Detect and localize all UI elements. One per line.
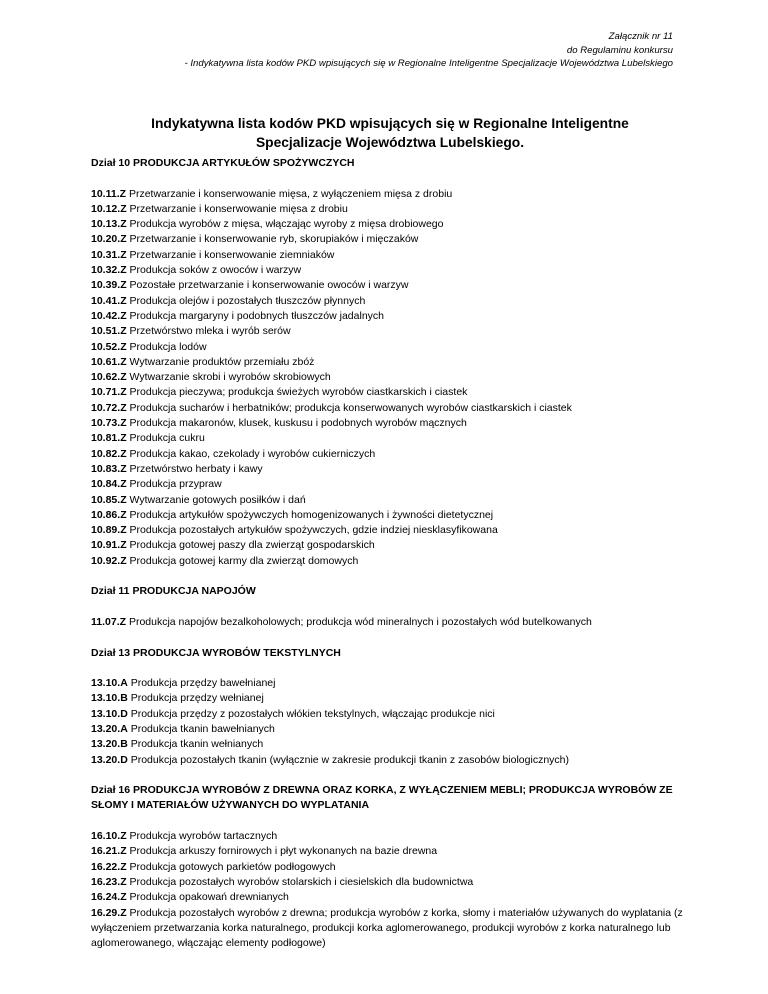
section-title xyxy=(91,646,691,661)
document-title-line2: Specjalizacje Województwa Lubelskiego. xyxy=(255,135,525,150)
pkd-description: Wytwarzanie skrobi i wyrobów skrobiowych xyxy=(129,371,331,384)
pkd-code-item xyxy=(91,890,691,905)
pkd-code-list xyxy=(91,187,691,569)
pkd-code-item xyxy=(91,707,691,722)
pkd-code-item xyxy=(91,829,691,844)
pkd-description: Produkcja pozostałych artykułów spożywczych, gdzie indziej niesklasyfikowana xyxy=(129,524,498,537)
pkd-code: 10.39.Z xyxy=(91,279,127,292)
pkd-code: 10.31.Z xyxy=(91,248,127,261)
pkd-description: Produkcja olejów i pozostałych tłuszczów płynnych xyxy=(129,294,366,307)
attachment-note xyxy=(185,30,673,71)
document-content xyxy=(91,156,691,951)
section-title xyxy=(91,156,691,171)
pkd-description: Wytwarzanie gotowych posiłków i dań xyxy=(129,493,306,506)
pkd-description: Przetwarzanie i konserwowanie ryb, skorupiaków i mięczaków xyxy=(129,233,419,246)
pkd-description: Przetwarzanie i konserwowanie mięsa, z wyłączeniem mięsa z drobiu xyxy=(128,187,453,200)
pkd-code-item xyxy=(91,217,691,232)
pkd-code-item xyxy=(91,554,691,569)
pkd-code-item xyxy=(91,278,691,293)
pkd-code: 10.82.Z xyxy=(91,447,127,460)
pkd-code-item xyxy=(91,753,691,768)
pkd-code: 10.61.Z xyxy=(91,355,127,368)
pkd-code: 10.89.Z xyxy=(91,524,127,537)
pkd-description: Produkcja lodów xyxy=(129,340,207,353)
pkd-code-item xyxy=(91,324,691,339)
pkd-code: 10.51.Z xyxy=(91,325,127,338)
pkd-code: 10.86.Z xyxy=(91,508,127,521)
pkd-description: Produkcja pozostałych tkanin (wyłącznie w zakresie produkcji tkanin z zasobów biologicznych) xyxy=(130,753,569,766)
attachment-note-line1: Załącznik nr 11 xyxy=(608,31,673,42)
pkd-description: Produkcja artykułów spożywczych homogenizowanych i żywności dietetycznej xyxy=(129,508,494,521)
section-prefix: Dział 11 xyxy=(91,585,130,598)
pkd-code-item xyxy=(91,355,691,370)
pkd-code: 10.13.Z xyxy=(91,218,127,231)
pkd-description: Produkcja tkanin bawełnianych xyxy=(130,722,275,735)
pkd-code: 10.91.Z xyxy=(91,539,127,552)
pkd-description: Przetwarzanie i konserwowanie ziemniaków xyxy=(129,248,335,261)
pkd-description: Produkcja wyrobów z mięsa, włączając wyroby z mięsa drobiowego xyxy=(129,218,444,231)
pkd-code-item xyxy=(91,416,691,431)
pkd-code-item xyxy=(91,844,691,859)
pkd-code: 16.29.Z xyxy=(91,906,127,919)
pkd-code: 10.73.Z xyxy=(91,417,127,430)
pkd-code: 11.07.Z xyxy=(91,615,127,628)
pkd-description: Produkcja cukru xyxy=(129,432,205,445)
pkd-description: Przetwarzanie i konserwowanie mięsa z drobiu xyxy=(129,202,348,215)
pkd-description: Pozostałe przetwarzanie i konserwowanie owoców i warzyw xyxy=(129,279,409,292)
pkd-code-item xyxy=(91,508,691,523)
pkd-code: 16.10.Z xyxy=(91,830,127,843)
pkd-code-item xyxy=(91,860,691,875)
pkd-description: Produkcja napojów bezalkoholowych; produkcja wód mineralnych i pozostałych wód butelkowanych xyxy=(128,615,592,628)
pkd-code-item xyxy=(91,615,691,630)
pkd-description: Produkcja gotowej karmy dla zwierząt domowych xyxy=(129,554,359,567)
pkd-description: Produkcja przędzy z pozostałych włókien tekstylnych, włączając produkcje nici xyxy=(130,707,495,720)
pkd-description: Produkcja soków z owoców i warzyw xyxy=(129,264,302,277)
pkd-code-item xyxy=(91,202,691,217)
section-name: PRODUKCJA WYROBÓW Z DREWNA ORAZ KORKA, Z WYŁĄCZENIEM MEBLI; PRODUKCJA WYROBÓW ZE SŁOMY I MATERIAŁÓW UŻYWANYCH DO WYPLATANIA xyxy=(91,784,673,812)
pkd-description: Przetwórstwo mleka i wyrób serów xyxy=(129,325,291,338)
pkd-code: 13.20.D xyxy=(91,753,128,766)
pkd-code: 10.12.Z xyxy=(91,202,127,215)
pkd-code: 10.72.Z xyxy=(91,401,127,414)
pkd-code-item xyxy=(91,875,691,890)
pkd-code-item xyxy=(91,737,691,752)
pkd-code-item xyxy=(91,691,691,706)
pkd-code-item xyxy=(91,722,691,737)
pkd-code-item xyxy=(91,462,691,477)
pkd-code-item xyxy=(91,232,691,247)
pkd-code-item xyxy=(91,447,691,462)
pkd-code: 10.52.Z xyxy=(91,340,127,353)
pkd-description: Produkcja pozostałych wyrobów z drewna; produkcja wyrobów z korka, słomy i materiałów używanych do wyplatania (z wyłączeniem przetwarzania korka naturalnego, produkcji korka aglomerowanego, produkcji wyrobów z korka naturalnego lub aglomerowanego, włączając elementy podłogowe) xyxy=(91,906,683,950)
pkd-code-list xyxy=(91,829,691,951)
pkd-section xyxy=(91,156,691,569)
pkd-description: Produkcja wyrobów tartacznych xyxy=(129,830,278,843)
pkd-code-item xyxy=(91,676,691,691)
pkd-code-item xyxy=(91,263,691,278)
pkd-code: 10.83.Z xyxy=(91,462,127,475)
pkd-description: Produkcja przędzy wełnianej xyxy=(130,692,264,705)
pkd-description: Produkcja pieczywa; produkcja świeżych wyrobów ciastkarskich i ciastek xyxy=(129,386,468,399)
pkd-code-item xyxy=(91,385,691,400)
pkd-code: 10.11.Z xyxy=(91,187,127,200)
pkd-code-item xyxy=(91,538,691,553)
pkd-code: 10.81.Z xyxy=(91,432,127,445)
pkd-code-item xyxy=(91,523,691,538)
attachment-note-line2: do Regulaminu konkursu xyxy=(566,44,673,56)
pkd-code: 10.62.Z xyxy=(91,371,127,384)
pkd-code-item xyxy=(91,294,691,309)
pkd-code: 10.20.Z xyxy=(91,233,127,246)
pkd-code-item xyxy=(91,431,691,446)
pkd-code: 16.23.Z xyxy=(91,875,127,888)
pkd-description: Przetwórstwo herbaty i kawy xyxy=(129,462,263,475)
pkd-description: Produkcja sucharów i herbatników; produkcja konserwowanych wyrobów ciastkarskich i ciastek xyxy=(129,401,572,414)
pkd-code-item xyxy=(91,340,691,355)
pkd-description: Produkcja margaryny i podobnych tłuszczów jadalnych xyxy=(129,309,384,322)
pkd-code: 10.85.Z xyxy=(91,493,127,506)
pkd-code-item xyxy=(91,187,691,202)
section-prefix: Dział 10 xyxy=(91,157,131,169)
pkd-code-item xyxy=(91,309,691,324)
pkd-code: 10.92.Z xyxy=(91,554,127,567)
pkd-code: 10.41.Z xyxy=(91,294,127,307)
document-title-line1: Indykatywna lista kodów PKD wpisujących się w Regionalne Inteligentne xyxy=(151,116,629,131)
pkd-code-list xyxy=(91,676,691,768)
section-prefix: Dział 16 xyxy=(91,784,131,797)
pkd-description: Wytwarzanie produktów przemiału zbóż xyxy=(129,355,315,368)
section-name: PRODUKCJA NAPOJÓW xyxy=(132,585,256,598)
pkd-section xyxy=(91,783,691,951)
pkd-code: 13.20.A xyxy=(91,722,128,735)
pkd-code: 13.10.B xyxy=(91,692,128,705)
pkd-description: Produkcja gotowych parkietów podłogowych xyxy=(129,860,336,873)
pkd-description: Produkcja tkanin wełnianych xyxy=(130,738,264,751)
pkd-code: 10.32.Z xyxy=(91,264,127,277)
pkd-code: 13.10.A xyxy=(91,677,128,690)
pkd-code: 10.71.Z xyxy=(91,386,127,399)
document-title xyxy=(100,114,680,152)
pkd-code-item xyxy=(91,370,691,385)
pkd-section xyxy=(91,584,691,630)
pkd-description: Produkcja opakowań drewnianych xyxy=(129,891,289,904)
pkd-code: 10.42.Z xyxy=(91,309,127,322)
pkd-section xyxy=(91,646,691,768)
pkd-description: Produkcja przypraw xyxy=(129,478,222,491)
pkd-code: 13.10.D xyxy=(91,707,128,720)
attachment-note-line3: - Indykatywna lista kodów PKD wpisujących się w Regionalne Inteligentne Specjalizacje Województwa Lubelskiego xyxy=(184,58,673,70)
pkd-code: 13.20.B xyxy=(91,738,128,751)
pkd-description: Produkcja makaronów, klusek, kuskusu i podobnych wyrobów mącznych xyxy=(129,417,467,430)
section-title xyxy=(91,783,691,814)
pkd-description: Produkcja arkuszy fornirowych i płyt wykonanych na bazie drewna xyxy=(129,845,438,858)
pkd-description: Produkcja kakao, czekolady i wyrobów cukierniczych xyxy=(129,447,376,460)
section-name: PRODUKCJA WYROBÓW TEKSTYLNYCH xyxy=(133,646,341,659)
pkd-code: 16.21.Z xyxy=(91,845,127,858)
pkd-code: 16.22.Z xyxy=(91,860,127,873)
pkd-code-list xyxy=(91,615,691,630)
pkd-code: 10.84.Z xyxy=(91,478,127,491)
pkd-description: Produkcja pozostałych wyrobów stolarskich i ciesielskich dla budownictwa xyxy=(129,875,474,888)
pkd-code-item xyxy=(91,477,691,492)
pkd-code-item xyxy=(91,401,691,416)
pkd-code-item xyxy=(91,493,691,508)
section-name: PRODUKCJA ARTYKUŁÓW SPOŻYWCZYCH xyxy=(133,157,355,169)
section-title xyxy=(91,584,691,599)
pkd-code-item xyxy=(91,906,691,952)
pkd-description: Produkcja gotowej paszy dla zwierząt gospodarskich xyxy=(129,539,375,552)
pkd-code: 16.24.Z xyxy=(91,891,127,904)
section-prefix: Dział 13 xyxy=(91,646,131,659)
pkd-code-item xyxy=(91,248,691,263)
pkd-description: Produkcja przędzy bawełnianej xyxy=(130,677,276,690)
